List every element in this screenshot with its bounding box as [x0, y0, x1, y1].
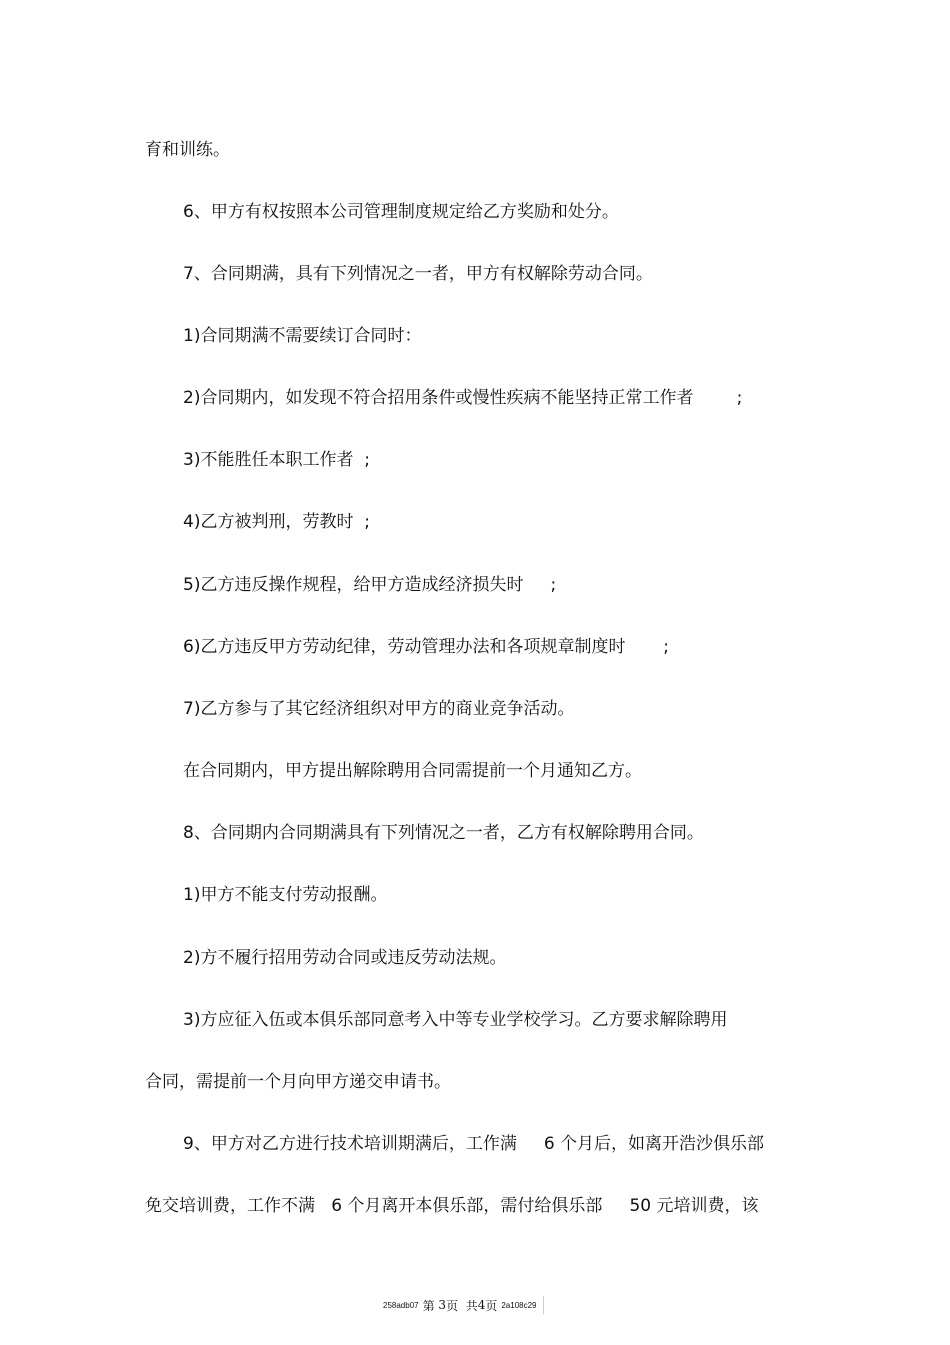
text-line: 在合同期内，甲方提出解除聘用合同需提前一个月通知乙方。: [183, 761, 642, 781]
footer-divider: [543, 1296, 544, 1314]
text-line: 1)甲方不能支付劳动报酬。: [183, 885, 388, 905]
text-line: 2)合同期内，如发现不符合招用条件或慢性疾病不能坚持正常工作者 ;: [183, 388, 743, 408]
text-line: 合同，需提前一个月向甲方递交申请书。: [145, 1072, 451, 1092]
footer-page-suffix: 页: [485, 1298, 498, 1313]
text-line: 8、合同期内合同期满具有下列情况之一者，乙方有权解除聘用合同。: [183, 823, 704, 843]
footer-page-mid: 页 共: [446, 1298, 478, 1313]
text-line: 育和训练。: [145, 140, 230, 160]
text-line: 免交培训费，工作不满 6 个月离开本俱乐部，需付给俱乐部 50 元培训费，该: [145, 1196, 759, 1216]
text-line: 6、甲方有权按照本公司管理制度规定给乙方奖励和处分。: [183, 202, 619, 222]
footer-code-left: 258adb07: [383, 1300, 419, 1310]
footer-page-current: 3: [438, 1298, 447, 1312]
text-line: 5)乙方违反操作规程，给甲方造成经济损失时 ;: [183, 575, 557, 595]
footer-code-right: 2a108c29: [501, 1300, 537, 1310]
page-footer: [383, 1296, 544, 1314]
text-line: 3)方应征入伍或本俱乐部同意考入中等专业学校学习。乙方要求解除聘用: [183, 1010, 728, 1030]
footer-page-prefix: 第: [422, 1298, 439, 1313]
text-line: 3)不能胜任本职工作者 ;: [183, 450, 370, 470]
text-line: 9、甲方对乙方进行技术培训期满后，工作满 6 个月后，如离开浩沙俱乐部: [183, 1134, 765, 1154]
text-line: 1)合同期满不需要续订合同时：: [183, 326, 422, 346]
text-line: 7、合同期满，具有下列情况之一者，甲方有权解除劳动合同。: [183, 264, 653, 284]
text-line: 2)方不履行招用劳动合同或违反劳动法规。: [183, 948, 507, 968]
text-line: 7)乙方参与了其它经济组织对甲方的商业竞争活动。: [183, 699, 575, 719]
text-line: 4)乙方被判刑，劳教时 ;: [183, 512, 370, 532]
text-line: 6)乙方违反甲方劳动纪律，劳动管理办法和各项规章制度时 ;: [183, 637, 670, 657]
footer-page-total: 4: [477, 1298, 486, 1312]
